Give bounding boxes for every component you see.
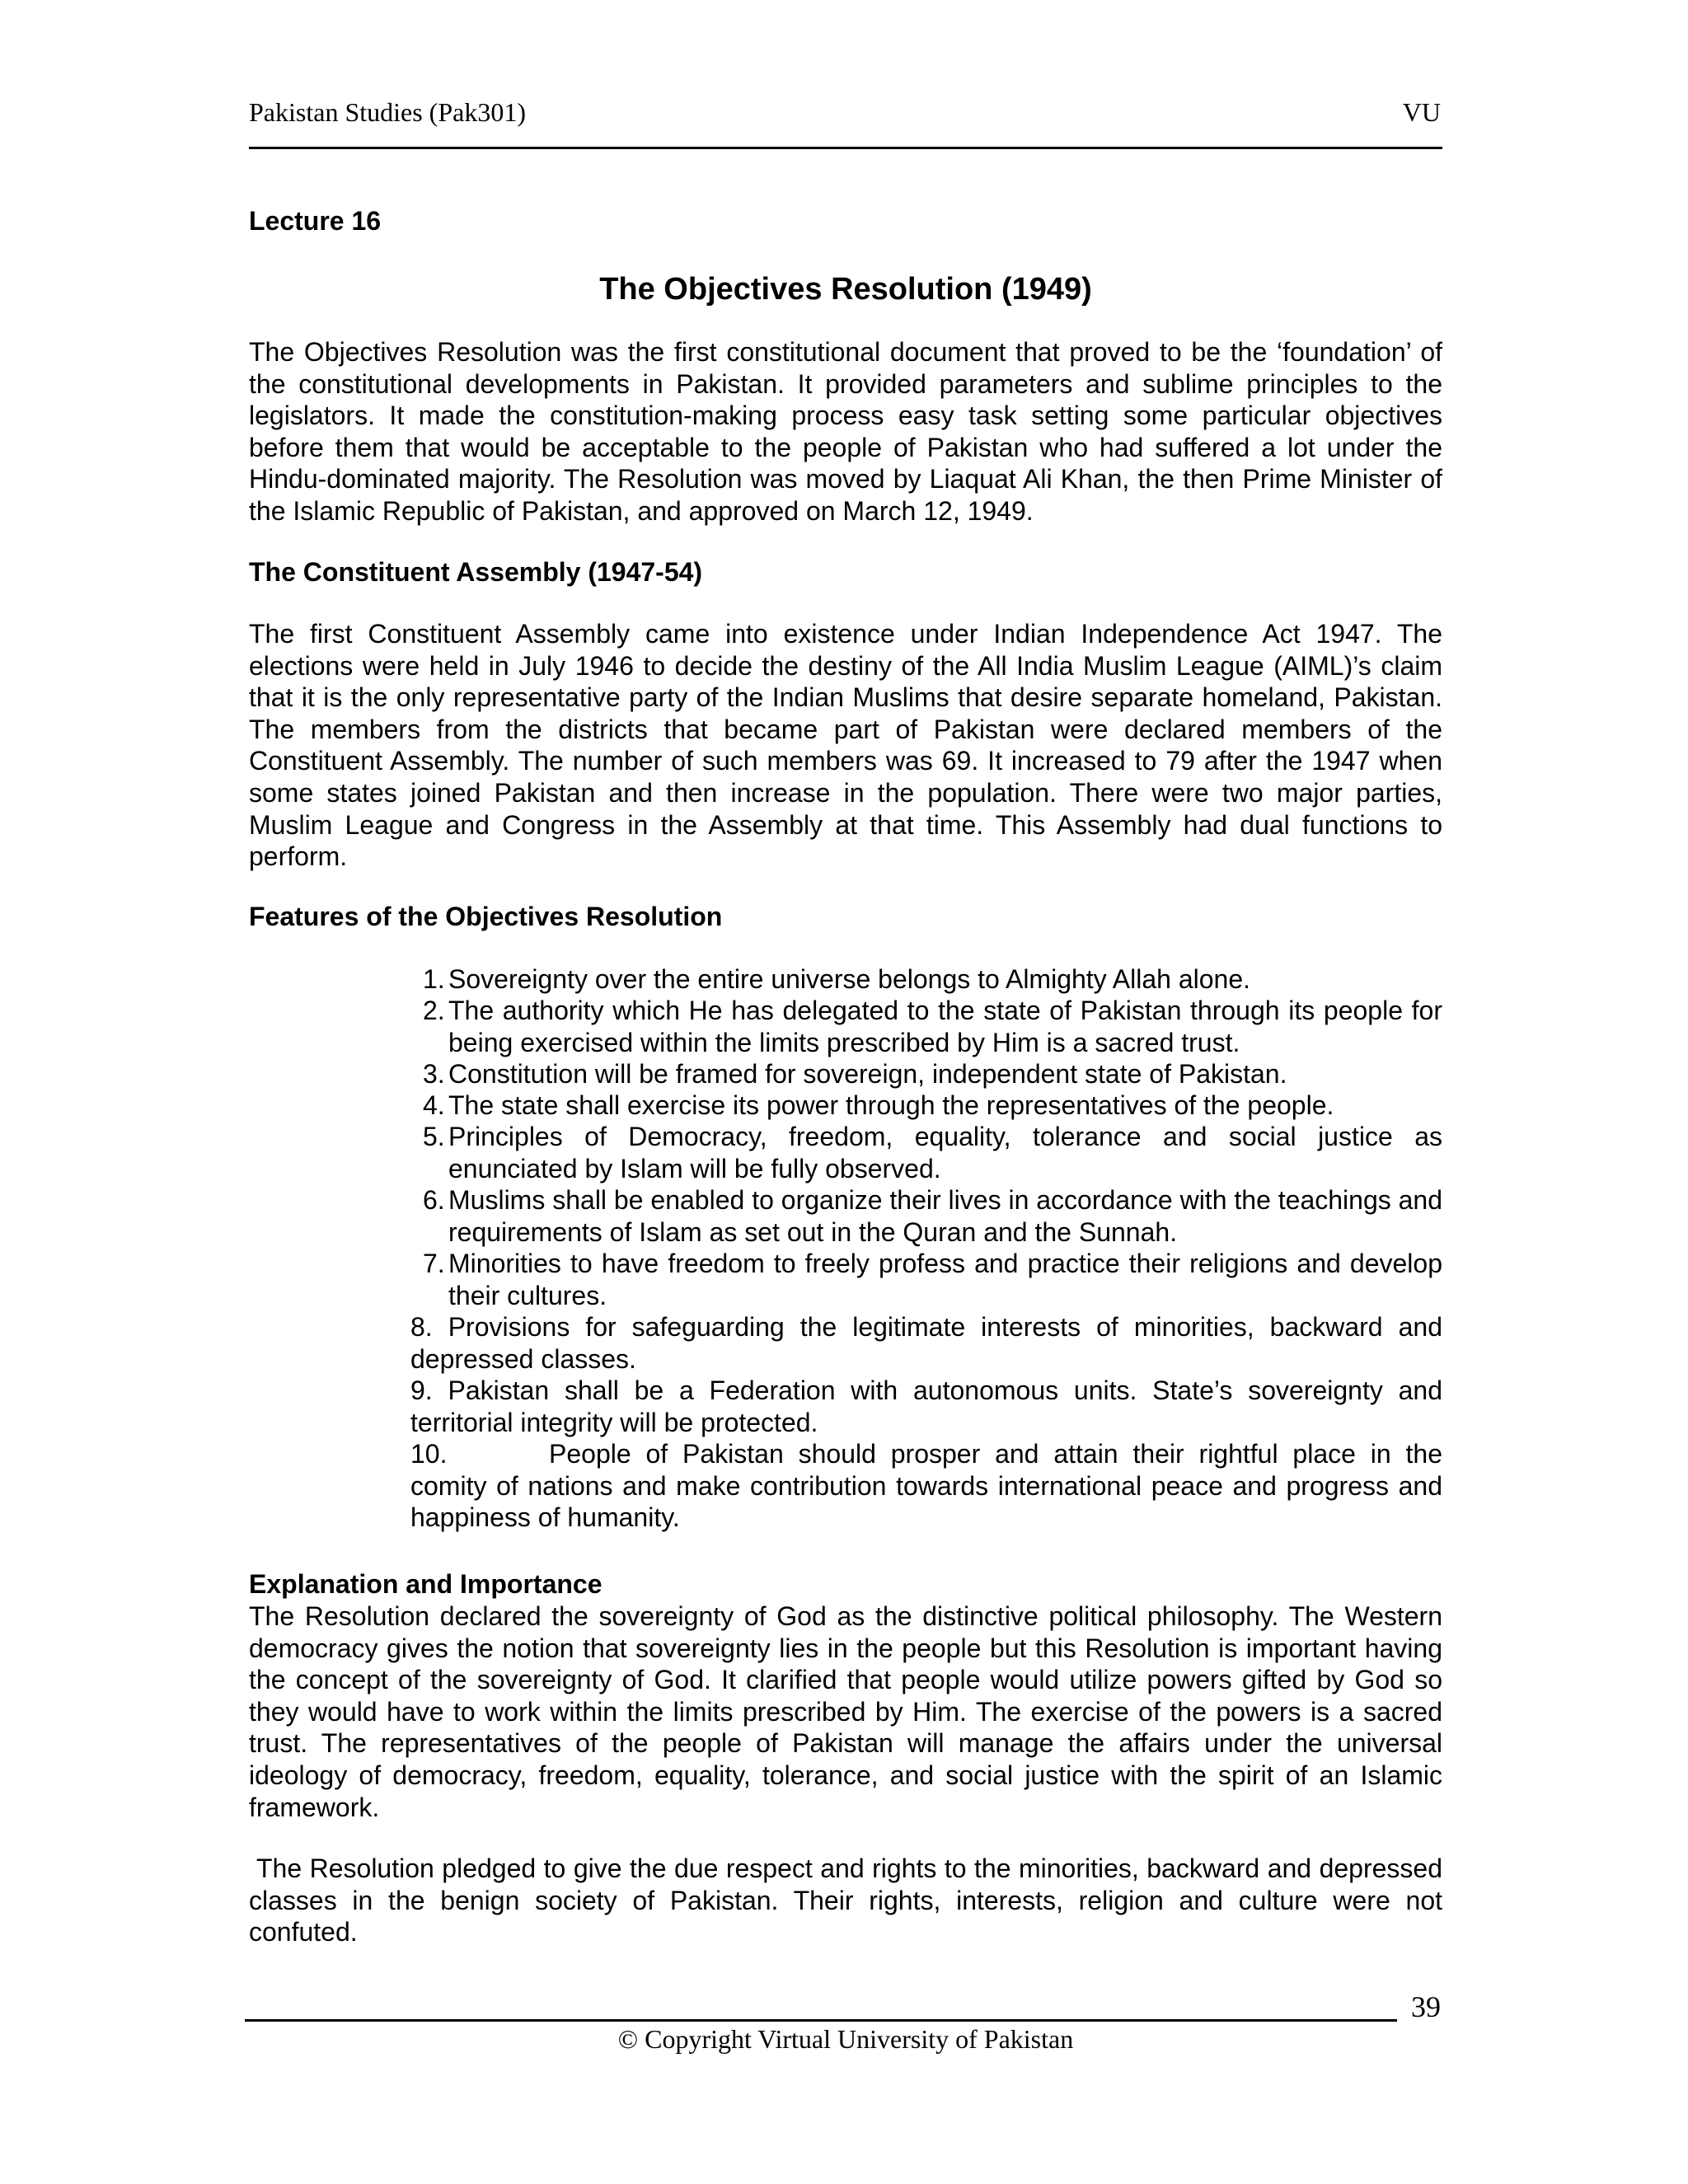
list-item: [410, 1311, 1442, 1375]
list-item-number: 3.: [423, 1059, 445, 1089]
page-number: 39: [1411, 1990, 1441, 2023]
list-item-number: 2.: [423, 996, 445, 1025]
list-item-text: Provisions for safeguarding the legitimate interests of minorities, backward and depressed classes.: [410, 1312, 1443, 1374]
list-item-number: 7.: [423, 1249, 445, 1278]
list-item-text: Sovereignty over the entire universe belongs to Almighty Allah alone.: [448, 964, 1251, 994]
list-item-number: 5.: [423, 1122, 445, 1151]
header-course: Pakistan Studies (Pak301): [249, 97, 526, 127]
list-item-number: 1.: [423, 964, 445, 994]
list-item-number: 4.: [423, 1090, 445, 1120]
list-item-text: Principles of Democracy, freedom, equality, tolerance and social justice as enunciated by Islam will be fully observed.: [448, 1122, 1442, 1183]
assembly-paragraph: The first Constituent Assembly came into existence under Indian Independence Act 1947. The elections were held in July 1946 to decide the destiny of the All India Muslim League (AIML)’s claim that it is the only representative party of the Indian Muslims that desire separate homeland, Pakistan. The members from the districts that became part of Pakistan were declared members of the Constituent Assembly. The number of such members was 69. It increased to 79 after the 1947 when some states joined Pakistan and then increase in the population. There were two major parties, Muslim League and Congress in the Assembly at that time. This Assembly had dual functions to perform.: [249, 619, 1442, 872]
list-item-text: People of Pakistan should prosper and attain their rightful place in the comity of nations and make contribution towards international peace and progress and happiness of humanity.: [410, 1439, 1442, 1533]
list-item-number: 9.: [410, 1376, 433, 1405]
lecture-label: Lecture 16: [249, 206, 382, 236]
assembly-heading: The Constituent Assembly (1947-54): [249, 557, 703, 587]
list-item-text: Pakistan shall be a Federation with autonomous units. State’s sovereignty and territorial integrity will be protected.: [410, 1376, 1442, 1437]
list-item-number: 8.: [410, 1312, 433, 1342]
copyright-notice: © Copyright Virtual University of Pakistan: [617, 2024, 1074, 2054]
list-item: [410, 1375, 1442, 1438]
list-item-text: Minorities to have freedom to freely profess and practice their religions and develop their cultures.: [448, 1249, 1442, 1310]
footer-divider: [245, 2019, 1397, 2022]
list-item: [410, 1438, 1442, 1534]
explanation-heading: Explanation and Importance: [249, 1569, 603, 1599]
list-item-text: Muslims shall be enabled to organize their lives in accordance with the teachings and requirements of Islam as set out in the Quran and the Sunnah.: [448, 1185, 1443, 1247]
list-item-text: The state shall exercise its power through the representatives of the people.: [448, 1090, 1334, 1120]
header-institution: VU: [1402, 97, 1441, 127]
list-item-text: The authority which He has delegated to the state of Pakistan through its people for being exercised within the limits prescribed by Him is a sacred trust.: [448, 996, 1442, 1057]
page-title: The Objectives Resolution (1949): [599, 272, 1092, 307]
list-item-number: 10.: [410, 1439, 448, 1469]
header-divider: [249, 147, 1442, 149]
list-item-number: 6.: [423, 1185, 445, 1215]
minorities-paragraph: The Resolution pledged to give the due respect and rights to the minorities, backward and depressed classes in the benign society of Pakistan. Their rights, interests, religion and culture were not confuted.: [249, 1854, 1442, 1947]
features-heading: Features of the Objectives Resolution: [249, 902, 723, 931]
list-item-text: Constitution will be framed for sovereign, independent state of Pakistan.: [448, 1059, 1287, 1089]
explanation-paragraph: The Resolution declared the sovereignty of God as the distinctive political philosophy. The Western democracy gives the notion that sovereignty lies in the people but this Resolution is important having the concept of the sovereignty of God. It clarified that people would utilize powers gifted by God so they would have to work within the limits prescribed by Him. The exercise of the powers is a sacred trust. The representatives of the people of Pakistan will manage the affairs under the universal ideology of democracy, freedom, equality, tolerance, and social justice with the spirit of an Islamic framework.: [249, 1601, 1442, 1822]
intro-paragraph: The Objectives Resolution was the first constitutional document that proved to be the ‘foundation’ of the constitutional developments in Pakistan. It provided parameters and sublime principles to the legislators. It made the constitution-making process easy task setting some particular objectives before them that would be acceptable to the people of Pakistan who had suffered a lot under the Hindu-dominated majority. The Resolution was moved by Liaquat Ali Khan, the then Prime Minister of the Islamic Republic of Pakistan, and approved on March 12, 1949.: [249, 337, 1442, 526]
